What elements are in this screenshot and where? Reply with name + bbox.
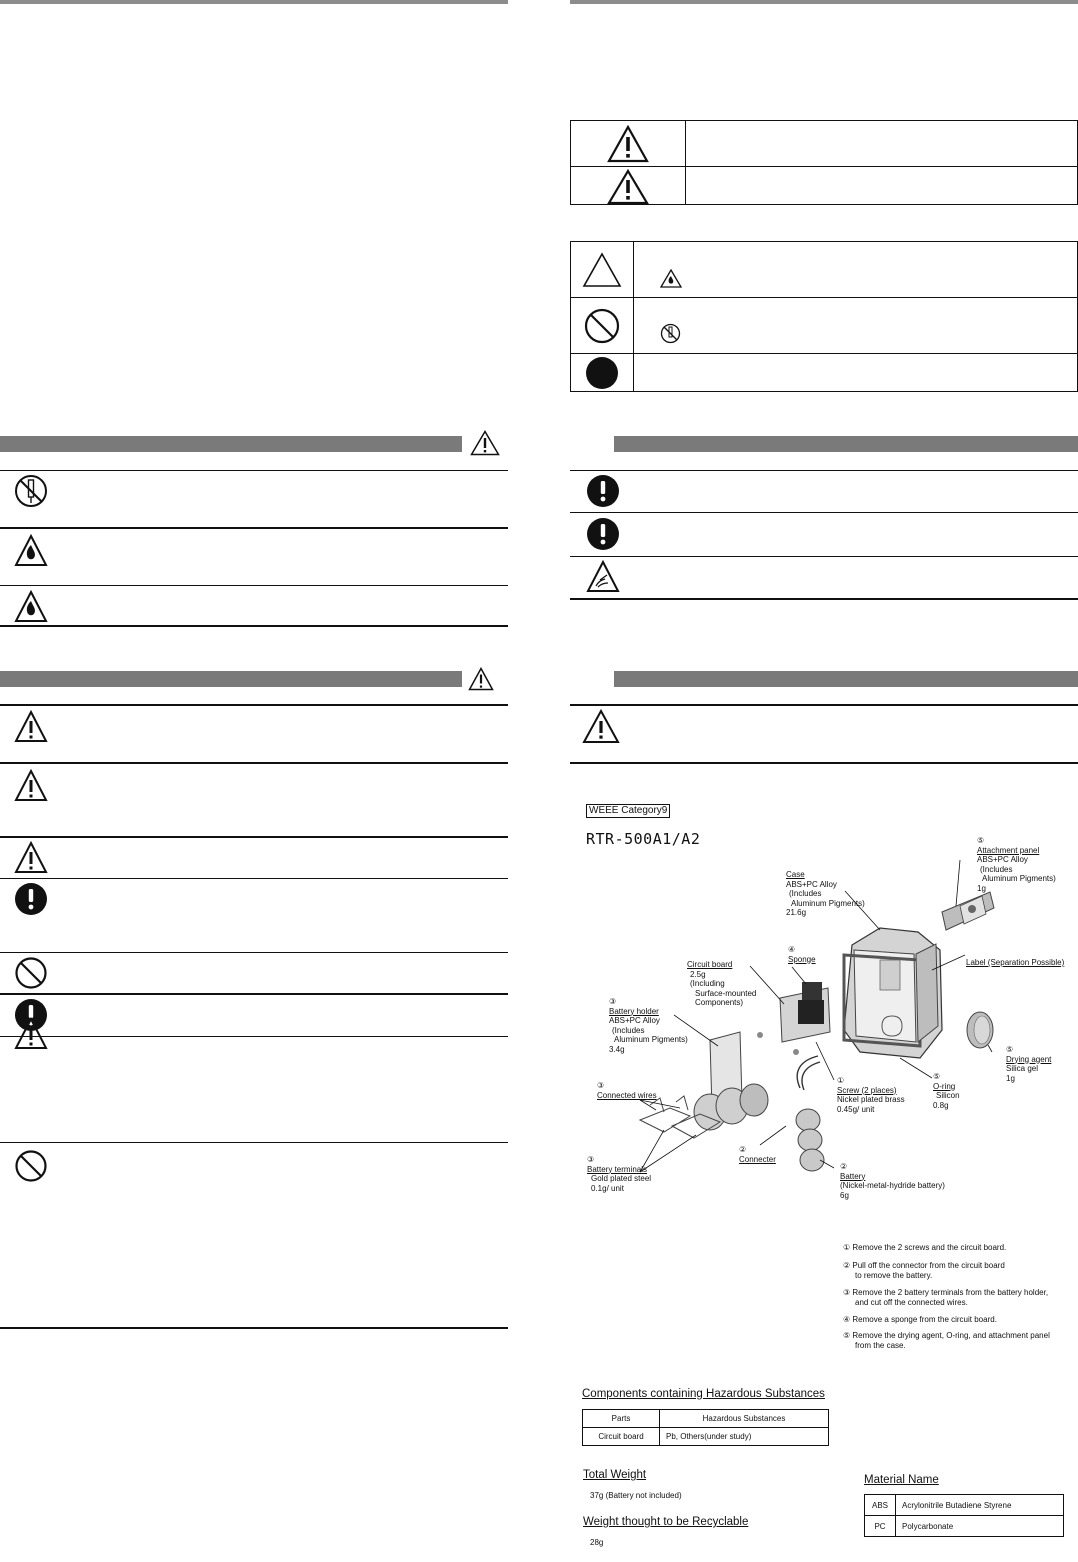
table-row	[865, 1516, 1064, 1537]
mandatory-icon	[586, 474, 620, 508]
caution-icon	[14, 769, 48, 803]
divider	[570, 556, 1078, 557]
attachment-panel-drawing	[942, 892, 994, 930]
hazardous-row-substances: Pb, Others(under study)	[660, 1428, 829, 1446]
battery-terminals-label: ③ Battery terminals Gold plated steel 0.1g/ unit	[587, 1155, 652, 1193]
no-disassembly-small-icon	[660, 323, 681, 344]
attention-symbol-cell	[571, 242, 634, 298]
hazardous-table	[582, 1409, 829, 1446]
divider	[0, 1327, 508, 1329]
battery-label: ② Battery (Nickel-metal-hydride battery) 6g	[840, 1162, 945, 1200]
divider	[0, 625, 508, 627]
hazardous-heading: Components containing Hazardous Substances	[582, 1388, 825, 1400]
divider	[0, 585, 508, 586]
divider	[570, 512, 1078, 513]
label-separation-label: Label (Separation Possible)	[966, 958, 1065, 967]
connecter-label: ② Connecter	[739, 1145, 776, 1164]
o-ring-label: ⑤ O-ring Silicon 0.8g	[933, 1072, 960, 1110]
warning-desc-cell	[686, 121, 1078, 167]
divider	[0, 527, 508, 529]
mandatory-symbol-cell	[571, 354, 634, 392]
prohibition-symbol-cell	[571, 298, 634, 354]
fire-warning-icon	[14, 534, 48, 568]
total-weight-heading: Total Weight	[583, 1469, 647, 1481]
hazardous-col-parts: Parts	[583, 1410, 660, 1428]
mandatory-icon	[586, 517, 620, 551]
divider	[0, 470, 508, 471]
fire-warning-icon	[14, 590, 48, 624]
table-row	[865, 1495, 1064, 1516]
material-name: Acrylonitrile Butadiene Styrene	[896, 1495, 1064, 1516]
divider	[570, 470, 1078, 471]
divider	[0, 1036, 508, 1037]
fire-warning-small-icon	[660, 269, 682, 288]
drying-agent-label: ⑤ Drying agent Silica gel 1g	[1006, 1045, 1052, 1083]
finger-pinch-warning-icon	[586, 560, 620, 594]
recyclable-heading: Weight thought to be Recyclable	[583, 1516, 749, 1528]
divider	[0, 878, 508, 879]
material-abbr: PC	[865, 1516, 896, 1537]
section1-warning-icon	[470, 430, 500, 456]
no-disassembly-icon	[14, 474, 48, 508]
mandatory-desc-cell	[634, 354, 1078, 392]
caution-icon	[14, 710, 48, 744]
step-4: ④ Remove a sponge from the circuit board.	[843, 1315, 997, 1324]
caution-icon	[14, 841, 48, 875]
hazardous-row-part: Circuit board	[583, 1428, 660, 1446]
sponge-label: ④ Sponge	[788, 945, 816, 964]
recyclable-value: 28g	[590, 1538, 604, 1547]
divider	[570, 762, 1078, 764]
top-rule-left	[0, 0, 508, 4]
case-label: Case ABS+PC Alloy (Includes Aluminum Pigments) 21.6g	[786, 870, 865, 917]
divider	[570, 704, 1078, 706]
prohibition-icon	[14, 956, 48, 990]
signal-word-table	[570, 120, 1078, 205]
battery-holder-label: ③ Battery holder ABS+PC Alloy (Includes Aluminum Pigments) 3.4g	[609, 997, 688, 1054]
hazardous-col-substances: Hazardous Substances	[660, 1410, 829, 1428]
divider	[0, 762, 508, 764]
attachment-panel-label: ⑤ Attachment panel ABS+PC Alloy (Includes Aluminum Pigments) 1g	[977, 836, 1056, 893]
caution-triangle-icon	[607, 169, 649, 203]
warning-triangle-icon	[607, 125, 649, 163]
divider	[0, 952, 508, 953]
material-name: Polycarbonate	[896, 1516, 1064, 1537]
material-table	[864, 1494, 1064, 1537]
step-3: ③ Remove the 2 battery terminals from the battery holder, and cut off the connected wires.	[843, 1288, 1049, 1307]
divider	[570, 598, 1078, 600]
prohibition-example-cell	[634, 298, 1078, 354]
divider	[0, 1142, 508, 1143]
section2-caution-icon	[468, 667, 494, 691]
prohibition-icon	[14, 1149, 48, 1183]
battery-drawing	[796, 1056, 824, 1171]
step-1: ① Remove the 2 screws and the circuit board.	[843, 1243, 1007, 1252]
sponge-drawing	[798, 1000, 824, 1024]
material-abbr: ABS	[865, 1495, 896, 1516]
model-name: RTR-500A1/A2	[586, 830, 701, 848]
left-section2-header-bar	[0, 671, 462, 687]
warning-cell	[571, 121, 686, 167]
mandatory-icon	[14, 882, 48, 916]
top-rule-right	[570, 0, 1078, 4]
divider	[0, 836, 508, 838]
step-5: ⑤ Remove the drying agent, O-ring, and attachment panel from the case.	[843, 1331, 1050, 1350]
total-weight-value: 37g (Battery not included)	[590, 1491, 682, 1500]
case-drawing	[844, 928, 942, 1058]
prohibition-icon	[583, 307, 621, 345]
circuit-board-label: Circuit board 2.5g (Including Surface-mounted Components)	[687, 960, 757, 1007]
right-section1-header-bar	[614, 436, 1078, 452]
caution-desc-cell	[686, 167, 1078, 205]
step-2: ② Pull off the connector from the circuit board to remove the battery.	[843, 1261, 1005, 1280]
connected-wires-label: ③ Connected wires	[597, 1081, 657, 1100]
left-section1-header-bar	[0, 436, 462, 452]
right-section2-header-bar	[614, 671, 1078, 687]
screw-label: ① Screw (2 places) Nickel plated brass 0.45g/ unit	[837, 1076, 905, 1114]
divider	[0, 704, 508, 706]
caution-icon	[14, 1017, 48, 1051]
caution-icon	[582, 709, 620, 745]
attention-example-cell	[634, 242, 1078, 298]
material-heading: Material Name	[864, 1474, 939, 1486]
divider	[0, 993, 508, 995]
attention-triangle-icon	[582, 252, 622, 288]
caution-cell	[571, 167, 686, 205]
symbol-legend-table	[570, 241, 1078, 392]
weee-category-label: WEEE Category9	[586, 804, 670, 818]
mandatory-circle-icon	[585, 356, 619, 390]
